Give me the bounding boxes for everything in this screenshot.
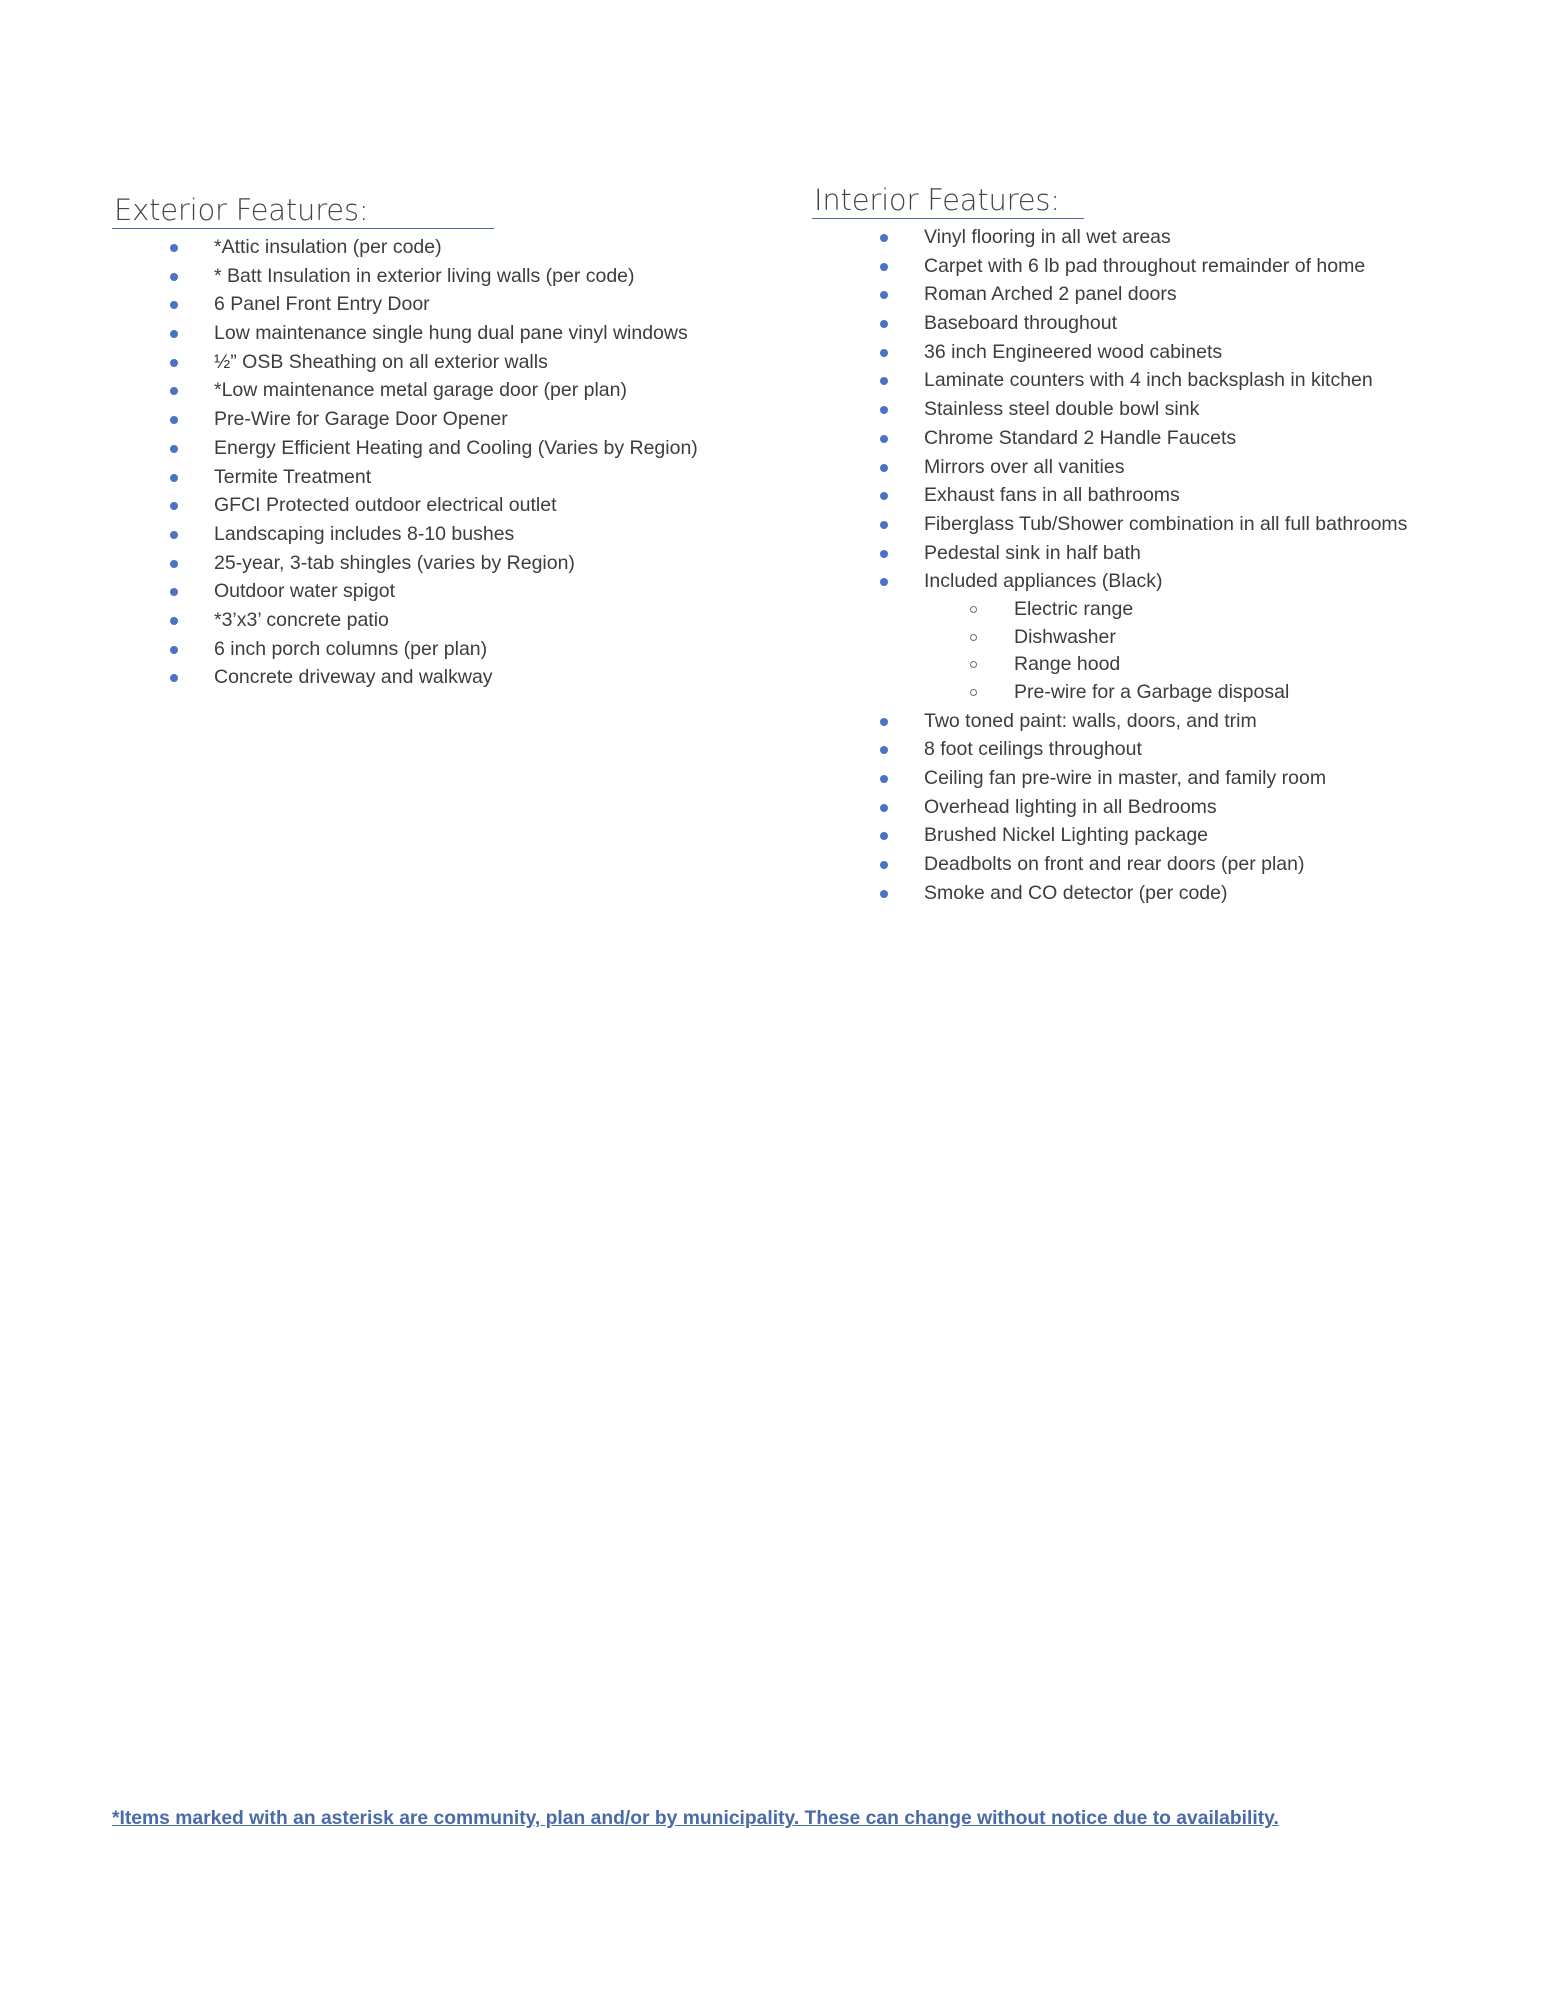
- list-item-text: Concrete driveway and walkway: [214, 666, 493, 689]
- list-item-text: *Low maintenance metal garage door (per plan): [214, 379, 627, 402]
- sub-list-item-text: Pre-wire for a Garbage disposal: [1014, 681, 1290, 703]
- list-item-text: Deadbolts on front and rear doors (per plan): [924, 853, 1305, 876]
- bullet-icon: [170, 330, 178, 338]
- exterior-features-section: [112, 192, 752, 692]
- list-item-text: Ceiling fan pre-wire in master, and family room: [924, 767, 1327, 790]
- list-item: [812, 309, 1512, 338]
- interior-features-section: [812, 182, 1512, 908]
- list-item-text: Baseboard throughout: [924, 312, 1117, 335]
- list-item-text: Landscaping includes 8-10 bushes: [214, 522, 515, 545]
- bullet-icon: [880, 746, 888, 754]
- bullet-icon: [880, 804, 888, 812]
- list-item: [812, 395, 1512, 424]
- list-item: [812, 850, 1512, 879]
- list-item: [112, 577, 752, 606]
- list-item-text: Carpet with 6 lb pad throughout remainder of home: [924, 254, 1366, 277]
- list-item: [112, 635, 752, 664]
- list-item: [112, 319, 752, 348]
- list-item-text: Overhead lighting in all Bedrooms: [924, 795, 1217, 818]
- bullet-icon: [170, 445, 178, 453]
- exterior-features-list: [112, 233, 752, 692]
- list-item: [112, 549, 752, 578]
- bullet-icon: [170, 474, 178, 482]
- appliances-sublist: [812, 596, 1512, 707]
- list-item-text: Two toned paint: walls, doors, and trim: [924, 709, 1257, 732]
- list-item-text: Chrome Standard 2 Handle Faucets: [924, 426, 1237, 449]
- bullet-icon: [880, 578, 888, 586]
- list-item: [812, 424, 1512, 453]
- sub-list-item: [812, 651, 1512, 679]
- list-item: [812, 223, 1512, 252]
- list-item-text: Pedestal sink in half bath: [924, 541, 1141, 564]
- bullet-icon: [170, 588, 178, 596]
- bullet-icon: [880, 263, 888, 271]
- list-item: [112, 376, 752, 405]
- list-item: [812, 707, 1512, 736]
- list-item-text: Outdoor water spigot: [214, 580, 396, 603]
- bullet-icon: [170, 531, 178, 539]
- interior-features-heading: Interior Features:: [812, 182, 1084, 219]
- list-item-text: 8 foot ceilings throughout: [924, 738, 1142, 761]
- list-item: [112, 463, 752, 492]
- bullet-icon: [170, 560, 178, 568]
- list-item-text: Pre-Wire for Garage Door Opener: [214, 408, 508, 431]
- bullet-icon: [170, 301, 178, 309]
- bullet-icon: [170, 359, 178, 367]
- list-item: [812, 879, 1512, 908]
- circle-bullet-icon: [970, 606, 977, 613]
- list-item: [112, 233, 752, 262]
- sub-list-item: [812, 624, 1512, 652]
- list-item: [812, 338, 1512, 367]
- bullet-icon: [170, 646, 178, 654]
- bullet-icon: [170, 617, 178, 625]
- bullet-icon: [880, 234, 888, 242]
- sub-list-item-text: Electric range: [1014, 597, 1134, 620]
- list-item: [112, 606, 752, 635]
- bullet-icon: [880, 406, 888, 414]
- list-item: [112, 520, 752, 549]
- list-item-text: Brushed Nickel Lighting package: [924, 824, 1209, 847]
- bullet-icon: [880, 861, 888, 869]
- list-item: [812, 793, 1512, 822]
- circle-bullet-icon: [970, 634, 977, 641]
- list-item: [112, 491, 752, 520]
- bullet-icon: [880, 492, 888, 500]
- bullet-icon: [880, 718, 888, 726]
- interior-features-list: [812, 223, 1512, 908]
- list-item: [812, 366, 1512, 395]
- list-item-text: 6 Panel Front Entry Door: [214, 293, 430, 316]
- list-item: [112, 405, 752, 434]
- list-item-text: Laminate counters with 4 inch backsplash in kitchen: [924, 369, 1373, 392]
- bullet-icon: [880, 550, 888, 558]
- list-item-text: Stainless steel double bowl sink: [924, 398, 1200, 421]
- circle-bullet-icon: [970, 689, 977, 696]
- list-item: [112, 262, 752, 291]
- bullet-icon: [880, 890, 888, 898]
- list-item: [812, 821, 1512, 850]
- list-item-text: Mirrors over all vanities: [924, 455, 1125, 478]
- bullet-icon: [880, 320, 888, 328]
- list-item-text: Termite Treatment: [214, 465, 372, 488]
- bullet-icon: [880, 291, 888, 299]
- list-item: [812, 280, 1512, 309]
- bullet-icon: [170, 674, 178, 682]
- list-item: [812, 453, 1512, 482]
- list-item-text: Exhaust fans in all bathrooms: [924, 484, 1180, 507]
- list-item-text: *3’x3’ concrete patio: [214, 608, 389, 631]
- sub-list-item: [812, 596, 1512, 624]
- bullet-icon: [880, 435, 888, 443]
- list-item: [112, 663, 752, 692]
- appliances-sublist-wrapper: [812, 596, 1512, 707]
- list-item: [812, 252, 1512, 281]
- sub-list-item-text: Dishwasher: [1014, 625, 1116, 648]
- list-item-text: GFCI Protected outdoor electrical outlet: [214, 494, 557, 517]
- bullet-icon: [170, 416, 178, 424]
- list-item-text: Low maintenance single hung dual pane vinyl windows: [214, 322, 688, 345]
- list-item: [812, 735, 1512, 764]
- bullet-icon: [170, 387, 178, 395]
- list-item-text: * Batt Insulation in exterior living walls (per code): [214, 264, 635, 287]
- bullet-icon: [880, 349, 888, 357]
- list-item: [812, 764, 1512, 793]
- list-item-text: Vinyl flooring in all wet areas: [924, 226, 1171, 248]
- circle-bullet-icon: [970, 661, 977, 668]
- list-item-text: 25-year, 3-tab shingles (varies by Region): [214, 551, 575, 574]
- bullet-icon: [880, 521, 888, 529]
- asterisk-footnote: *Items marked with an asterisk are community, plan and/or by municipality. These can change without notice due to availability.: [112, 1808, 1279, 1829]
- exterior-features-heading: Exterior Features:: [112, 192, 494, 229]
- sub-list-item: [812, 679, 1512, 707]
- list-item: [812, 539, 1512, 568]
- list-item-text: ½” OSB Sheathing on all exterior walls: [214, 350, 548, 373]
- bullet-icon: [880, 464, 888, 472]
- list-item: [112, 434, 752, 463]
- list-item: [112, 290, 752, 319]
- sub-list-item-text: Range hood: [1014, 653, 1121, 676]
- bullet-icon: [880, 377, 888, 385]
- list-item-text: 36 inch Engineered wood cabinets: [924, 340, 1223, 363]
- list-item: [812, 510, 1512, 539]
- list-item-text: Included appliances (Black): [924, 570, 1163, 593]
- bullet-icon: [880, 775, 888, 783]
- bullet-icon: [880, 832, 888, 840]
- list-item: [812, 567, 1512, 596]
- list-item-text: Roman Arched 2 panel doors: [924, 283, 1177, 306]
- bullet-icon: [170, 244, 178, 252]
- list-item: [112, 348, 752, 377]
- list-item-text: 6 inch porch columns (per plan): [214, 637, 488, 660]
- list-item-text: Fiberglass Tub/Shower combination in all full bathrooms: [924, 512, 1408, 535]
- list-item-text: Smoke and CO detector (per code): [924, 881, 1228, 904]
- bullet-icon: [170, 502, 178, 510]
- list-item-text: Energy Efficient Heating and Cooling (Varies by Region): [214, 436, 698, 459]
- list-item-text: *Attic insulation (per code): [214, 236, 442, 258]
- list-item: [812, 481, 1512, 510]
- bullet-icon: [170, 273, 178, 281]
